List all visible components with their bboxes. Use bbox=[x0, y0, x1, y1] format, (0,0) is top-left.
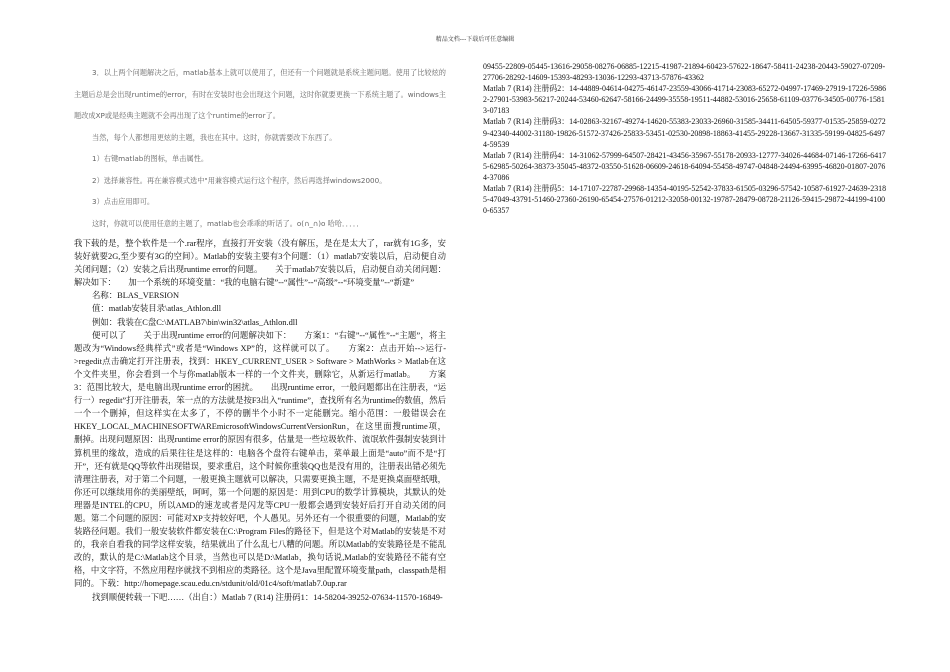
left-column bbox=[74, 62, 446, 604]
registration-code-2: Matlab 7 (R14) 注册码2：14-44889-04614-04275-46147-23559-43066-41714-23083-65272-04997-17469-27919-17226-59862-27901-53983-56217-20244-53460-62647-58166-24499-35558-19511-44882-53016-25658-61109-03776-34505-00776-15813-07183 bbox=[483, 84, 887, 116]
body-paragraph-5: 便可以了 关于出现runtime error的问题解决如下： 方案1：“右键”--“属性”--“主题”，将主题改为“Windows经典样式”或者是“Windows XP”的，这样就可以了。 方案2：点击开始-->运行->regedit点击确定打开注册表，找到：HKEY_CURRENT_USER > Software > MathWorks > Matlab在这个文件夹里，你会看到一个与你matlab版本一样的一个文件夹，删除它，从新运行matlab。 方案3：范围比较大，是电脑出现runtime error的困扰。 出现runtime error，一般问题都出在注册表，“运行一）regedit”打开注册表，笨一点的方法就是按F3出入“runtime”，查找所有名为runtime的数值，然后一个一个删掉，但这样实在太多了，不停的删半个小时不一定能删完。缩小范围：一般错误会在HKEY_LOCAL_MACHINESOFTWAREmicrosoftWindowsCurrentVersionRun，在这里面搜runtime项，删掉。出现问题原因：出现runtime error的原因有很多，估量是一些垃圾软件、流氓软件强制安装到计算机里的缘故，造成的后果往往是这样的：电脑各个盘符右键单击，菜单最上面是“auto”而不是“打开”，还有就是QQ等软件出现错误，要求重启，这个时候你重装QQ也是没有用的，注册表出错必须先清理注册表，对于第二个问题，一般更换主题就可以解决，只需要更换主题，不是更换桌面壁纸哦，你还可以继续用你的美丽壁纸，呵呵，第一个问题的原因是：用到CPU的数学计算模块，其默认的处理器是INTEL的CPU，所以AMD的速龙或者是闪龙等CPU一般都会遇到安装好后打开自动关闭的问题。第二个问题的原因：可能对XP支持较好吧，个人愚见。另外还有一个很重要的问题，Matlab的安装路径问题。我们一般安装软件都安装在C:\Program Files的路径下，但是这个对Matlab的安装是不对的，我亲自看我的同学这样安装，结果就出了什么乱七八糟的问题。所以Matlab的安装路径是不能乱改的，默认的是C:\Matlab这个目录，当然也可以是D:\Matlab，换句话说,Matlab的安装路径不能有空格，中文字符，不然应用程序就找不到相应的类路径。这个是Java里配置环境变量path，classpath是相同的。下载：http://homepage.scau.edu.cn/stdunit/old/01c4/soft/matlab7.0up.rar bbox=[74, 330, 446, 589]
page-header: 精品文档---下载后可任意编辑 bbox=[435, 36, 515, 43]
gray-paragraph-2: 当然，每个人都想用更炫的主题，我也在其中。这时，你就需要改下东西了。 bbox=[92, 132, 337, 142]
registration-code-5: Matlab 7 (R14) 注册码5：14-17107-22787-29968-14354-40195-52542-37833-61505-03296-57542-10587-61927-24639-23185-47049-43791-51460-27360-26190-65454-27576-01212-32058-00132-19787-28479-08728-21126-59415-29872-44199-41000-65357 bbox=[483, 184, 887, 216]
body-paragraph-4: 例如：我装在C盘C:\MATLAB7\bin\win32\atlas_Athlon.dll bbox=[92, 317, 298, 327]
body-paragraph-2: 名称：BLAS_VERSION bbox=[92, 291, 180, 301]
registration-code-3: Matlab 7 (R14) 注册码3：14-02863-32167-49274-14620-55383-23033-26960-31585-34411-64505-59377-01535-25859-02729-42340-44002-31180-19826-51572-37426-25833-53451-02530-20898-18863-41455-29228-13667-31335-59199-04825-64974-59539 bbox=[483, 117, 886, 149]
gray-text-block bbox=[74, 62, 446, 234]
gray-paragraph-4: 2）选择兼容性。再在兼容模式选中"用兼容模式运行这个程序，然后再选择windows2000。 bbox=[92, 175, 387, 185]
gray-paragraph-6: 这时，你就可以使用任意的主题了，matlab也会乖乖的听话了。o(∩_∩)o 哈哈．．．．． bbox=[92, 218, 364, 228]
gray-paragraph-3: 1）右键matlab的图标，单击属性。 bbox=[92, 154, 209, 163]
body-paragraph-1: 我下载的是，整个软件是一个.rar程序，直接打开安装（没有解压，是在是太大了，rar就有1G多，安装好就要2G,至少要有3G的空间）。Matlab的安装主要有3个问题：（1）matlab7安装以后，启动便自动关闭问题；（2）安装之后出现runtime error的问题。 关于matlab7安装以后，启动便自动关闭问题：解决如下： 加一个系统的环境变量：“我的电脑右键”--“属性”--“高级”--“环境变量”--“新建” bbox=[74, 239, 446, 288]
body-paragraph-3: 值：matlab安装目录\atlas_Athlon.dll bbox=[92, 304, 222, 314]
body-text-block bbox=[74, 237, 446, 604]
gray-paragraph-5: 3）点击应用即可。 bbox=[92, 197, 155, 206]
registration-code-4: Matlab 7 (R14) 注册码4：14-31062-57999-64507-28421-43456-35967-55178-20933-12777-34026-44684-07146-17266-64175-62985-50264-38373-35045-48372-03550-51628-06609-24618-64094-55458-49747-04848-24494-63995-46820-01807-20764-37086 bbox=[483, 150, 887, 182]
body-paragraph-6: 找到顺便转载一下吧……（出自：）Matlab 7 (R14) 注册码1：14-58204-39252-07634-11570-16849- bbox=[92, 592, 443, 602]
right-column bbox=[483, 61, 887, 216]
gray-paragraph-1: 3．以上两个问题解决之后，matlab基本上就可以使用了，但还有一个问题就是系统主题问题。使用了比较炫的主题后总是会出现runtime的error，有时在安装时也会出现这个问题，这时你就要更换一下系统主题了。windows主题改成XP或是经典主题就不会再出现了这个runtime的error了。 bbox=[74, 68, 446, 120]
registration-code-continued: 09455-22809-05445-13616-29058-08276-06885-12215-41987-21894-60423-57622-18647-58411-24238-20443-59027-07209-27706-28292-14609-15393-48293-13036-12293-43713-57876-43362 bbox=[483, 62, 886, 83]
